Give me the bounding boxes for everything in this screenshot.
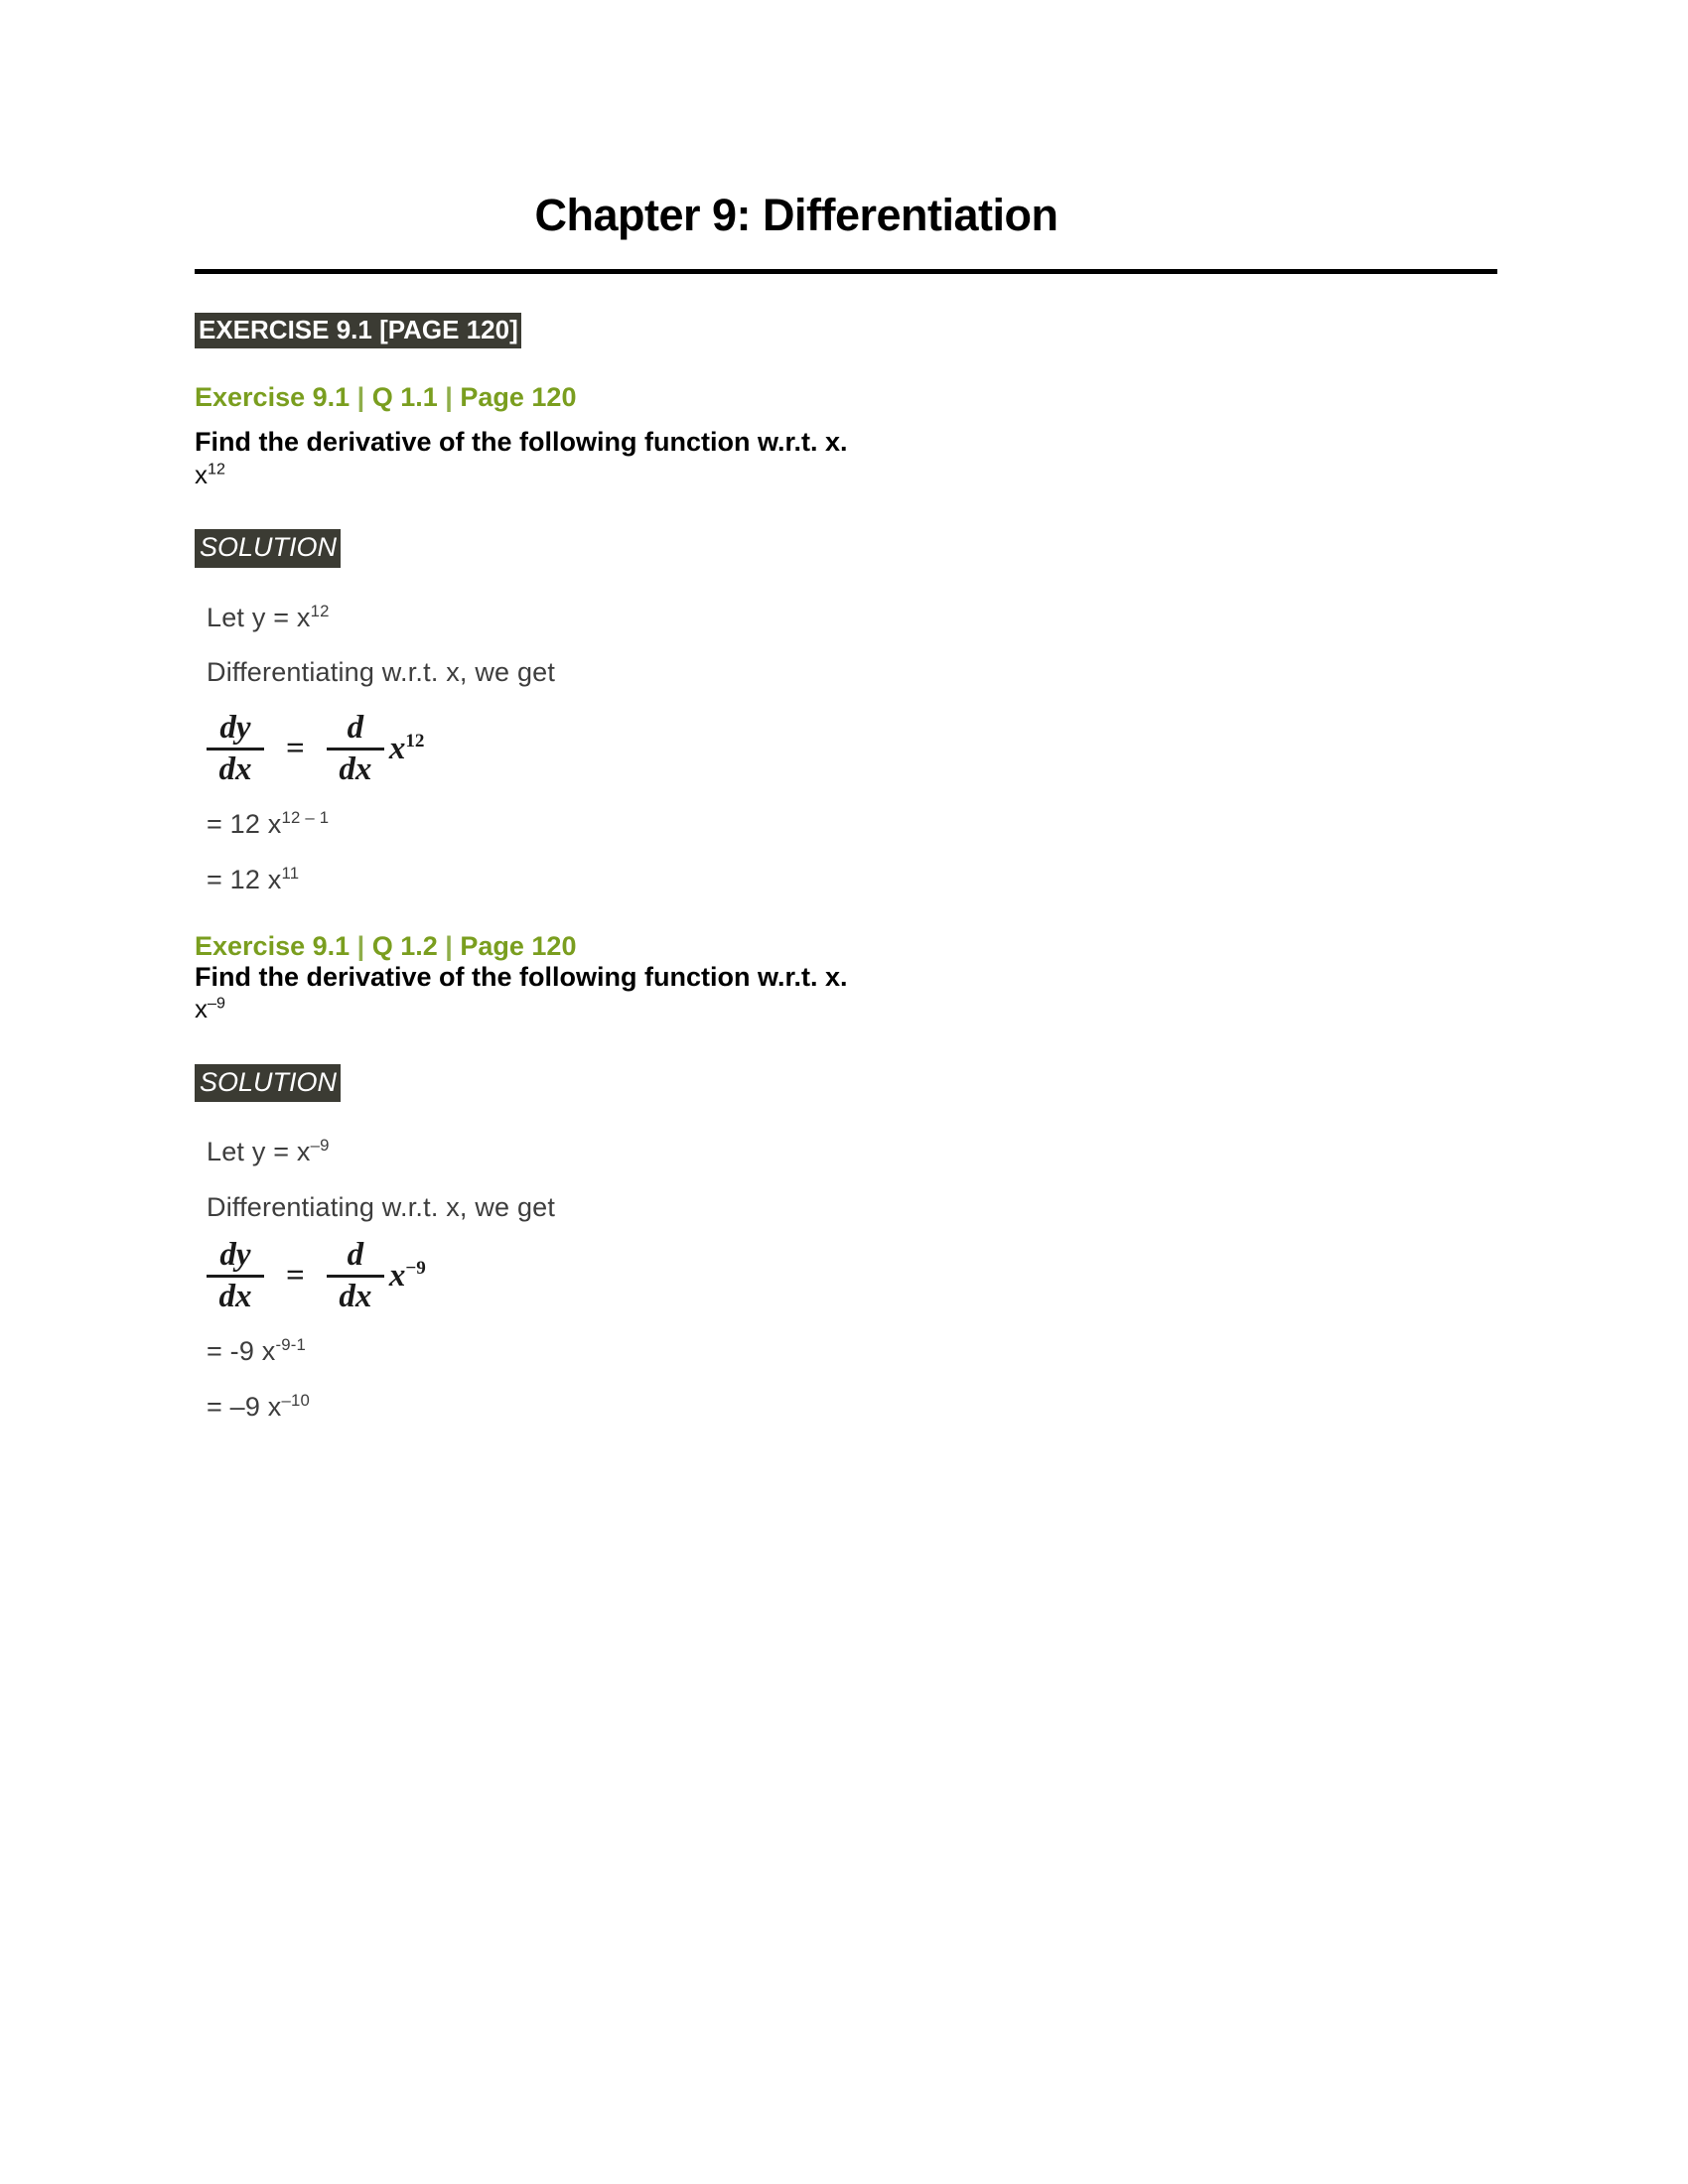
- exercise-heading-2-page: Page 120: [460, 930, 577, 961]
- solution-banner-2: [195, 1064, 1505, 1102]
- solution-1-let-text: Let y = x: [207, 602, 311, 632]
- solution-2-equation: [207, 1236, 1505, 1314]
- question-prompt-2: Find the derivative of the following function w.r.t. x.: [195, 961, 848, 992]
- solution-1-eq-rhs-variable-base: x: [388, 731, 406, 767]
- solution-2-eq-rhs-fraction: [327, 1236, 384, 1314]
- exercise-heading-2-exercise: Exercise 9.1: [195, 930, 351, 961]
- solution-1-eq-rhs-numerator: d: [347, 710, 364, 747]
- solution-body-2: [195, 1136, 1505, 1424]
- solution-1-eq-rhs-variable-exponent: 12: [405, 731, 425, 752]
- solution-banner-2-label: SOLUTION: [195, 1064, 341, 1102]
- question-expression-1-exponent: 12: [208, 460, 225, 478]
- exercise-heading-1-exercise: Exercise 9.1: [195, 381, 351, 412]
- solution-1-eq-equals: =: [286, 731, 305, 767]
- exercise-heading-2: [195, 931, 1505, 962]
- exercise-banner: [195, 313, 1505, 348]
- solution-1-differentiating-line: Differentiating w.r.t. x, we get: [207, 657, 556, 688]
- solution-2-eq-equals: =: [286, 1257, 305, 1294]
- question-block-1: [195, 382, 1505, 897]
- solution-2-step-1-exponent: -9-1: [275, 1334, 307, 1354]
- solution-2-eq-rhs-numerator: d: [347, 1236, 364, 1273]
- question-block-2: [195, 931, 1505, 1425]
- page-content: [195, 0, 1505, 1424]
- exercise-heading-2-sep-a: |: [356, 930, 365, 961]
- title-divider: [195, 269, 1497, 274]
- solution-1-eq-rhs-fraction: [327, 712, 384, 786]
- solution-1-eq-lhs-fraction: [207, 712, 264, 786]
- solution-1-step-1: [207, 808, 1505, 842]
- solution-1-step-1-exponent: 12 – 1: [281, 808, 330, 828]
- exercise-banner-label: EXERCISE 9.1 [PAGE 120]: [195, 313, 521, 348]
- page-title: Chapter 9: Differentiation: [534, 190, 1058, 240]
- solution-1-eq-rhs-denominator: dx: [339, 751, 372, 788]
- question-expression-1: [195, 459, 1505, 491]
- solution-1-eq-lhs-numerator: dy: [219, 710, 251, 747]
- solution-1-equation: [207, 712, 1505, 786]
- exercise-heading-1: [195, 382, 1505, 413]
- question-expression-2: [195, 993, 1505, 1025]
- solution-1-let-line: [207, 602, 1505, 635]
- solution-1-eq-lhs-denominator: dx: [218, 751, 252, 788]
- solution-1-step-2-prefix: = 12 x: [207, 864, 282, 894]
- exercise-heading-1-question: Q 1.1: [371, 381, 438, 412]
- solution-2-eq-lhs-numerator: dy: [219, 1236, 251, 1273]
- solution-2-eq-rhs-variable-base: x: [388, 1257, 406, 1294]
- solution-2-step-1: [207, 1335, 1505, 1369]
- solution-2-differentiating-line: Differentiating w.r.t. x, we get: [207, 1192, 556, 1223]
- question-expression-1-base: x: [195, 459, 208, 489]
- solution-1-eq-rhs-variable: [389, 731, 425, 767]
- solution-1-step-2-exponent: 11: [281, 863, 300, 883]
- question-expression-2-base: x: [195, 994, 208, 1024]
- solution-banner-1-label: SOLUTION: [195, 529, 341, 567]
- solution-2-step-2: [207, 1391, 1505, 1425]
- exercise-heading-2-question: Q 1.2: [371, 930, 438, 961]
- exercise-heading-1-page: Page 120: [460, 381, 577, 412]
- solution-2-step-2-exponent: –10: [281, 1390, 311, 1410]
- solution-2-eq-rhs-variable: [389, 1258, 426, 1295]
- solution-2-eq-rhs-denominator: dx: [339, 1278, 372, 1314]
- solution-2-eq-rhs-variable-exponent: −9: [405, 1257, 426, 1279]
- exercise-heading-2-sep-b: |: [445, 930, 453, 961]
- solution-banner-1: [195, 529, 1505, 567]
- solution-1-let-exponent: 12: [310, 601, 330, 620]
- solution-1-step-1-prefix: = 12 x: [207, 809, 282, 840]
- solution-2-step-1-prefix: = -9 x: [207, 1335, 276, 1366]
- solution-2-let-exponent: –9: [310, 1136, 330, 1156]
- solution-1-step-2: [207, 864, 1505, 897]
- solution-2-step-2-prefix: = –9 x: [207, 1391, 282, 1422]
- question-expression-2-exponent: –9: [208, 994, 225, 1013]
- exercise-heading-1-sep-b: |: [445, 381, 453, 412]
- solution-2-eq-lhs-fraction: [207, 1236, 264, 1314]
- exercise-heading-1-sep-a: |: [356, 381, 365, 412]
- solution-2-let-text: Let y = x: [207, 1137, 311, 1167]
- solution-body-1: [195, 602, 1505, 897]
- solution-2-eq-lhs-denominator: dx: [218, 1278, 252, 1314]
- solution-2-let-line: [207, 1136, 1505, 1169]
- question-prompt-1: Find the derivative of the following function w.r.t. x.: [195, 426, 848, 457]
